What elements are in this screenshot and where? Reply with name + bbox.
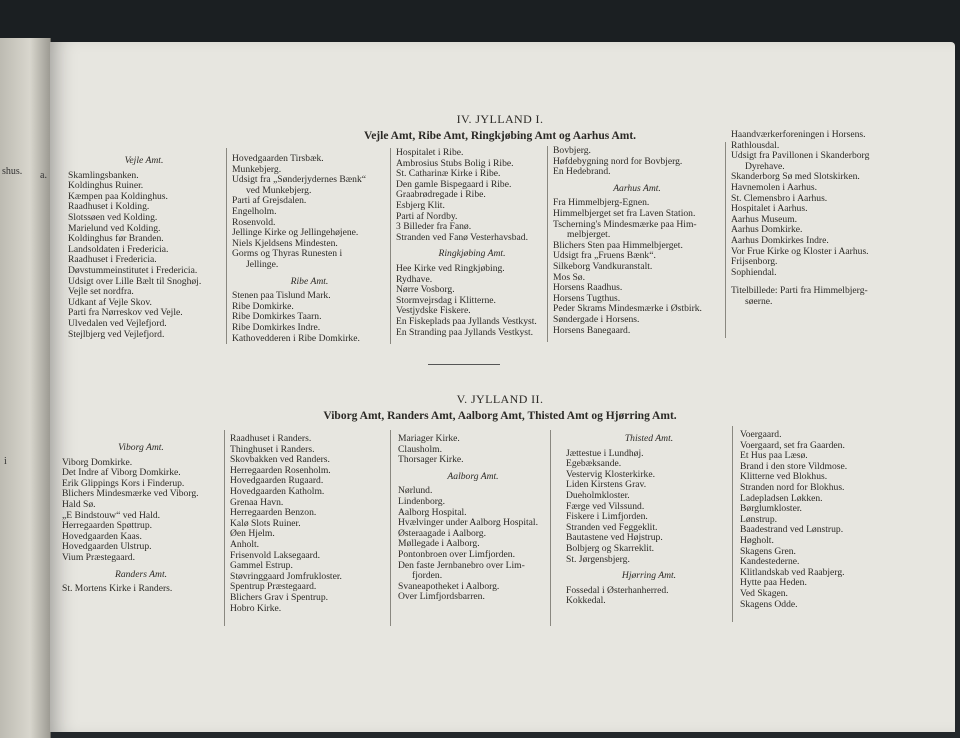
catalog-entry: Kathovedderen i Ribe Domkirke.: [232, 332, 360, 344]
catalog-entry: Stranden nord for Blokhus.: [740, 481, 845, 493]
catalog-entry: Niels Kjeldsens Mindesten.: [232, 237, 338, 249]
catalog-entry: Udsigt fra Pavillonen i Skanderborg: [731, 150, 870, 162]
s1-col-1: [232, 154, 387, 344]
catalog-entry: Aarhus Domkirkes Indre.: [731, 234, 829, 246]
catalog-entry: Havnemolen i Aarhus.: [731, 181, 818, 193]
left-page-edge: [0, 38, 51, 738]
catalog-entry: Herregaarden Rosenholm.: [230, 464, 331, 476]
catalog-entry: Skanderborg Sø med Slotskirken.: [731, 171, 860, 183]
catalog-entry: Mariager Kirke.: [398, 433, 460, 444]
catalog-entry: Bautastene ved Højstrup.: [566, 532, 663, 544]
catalog-entry: Gorms og Thyras Runesten i: [232, 248, 343, 260]
catalog-entry: Rosenvold.: [232, 216, 276, 228]
catalog-entry: Hovedgaarden Rugaard.: [230, 475, 324, 487]
catalog-entry: Klitlandskab ved Raabjerg.: [740, 566, 845, 578]
catalog-entry: Bolbjerg og Skarreklit.: [566, 542, 655, 554]
catalog-entry: Dyrehave.: [745, 160, 785, 172]
catalog-entry: Fra Himmelbjerg-Egnen.: [553, 197, 650, 209]
section1-subtitle: Vejle Amt, Ribe Amt, Ringkjøbing Amt og Aarhus Amt.: [363, 130, 637, 142]
catalog-entry: Blichers Mindesmærke ved Viborg.: [62, 488, 199, 500]
catalog-entry: Ambrosius Stubs Bolig i Ribe.: [396, 157, 514, 169]
catalog-entry: Thorsager Kirke.: [398, 454, 464, 466]
catalog-entry: søerne.: [745, 295, 773, 307]
catalog-entry: Munkebjerg.: [232, 163, 282, 175]
catalog-entry: Silkeborg Vandkuranstalt.: [553, 260, 653, 272]
catalog-entry: Herregaarden Spøttrup.: [62, 520, 153, 532]
catalog-entry: Liden Kirstens Grav.: [566, 479, 647, 491]
catalog-entry: Landsoldaten i Fredericia.: [68, 243, 169, 255]
catalog-entry: Svaneapotheket i Aalborg.: [398, 580, 500, 592]
amt-heading: Hjørring Amt.: [621, 570, 677, 582]
catalog-entry: Aalborg Hospital.: [398, 506, 467, 518]
catalog-entry: Frijsenborg.: [731, 256, 778, 268]
catalog-entry: Over Limfjordsbarren.: [398, 591, 485, 603]
catalog-entry: St. Mortens Kirke i Randers.: [62, 583, 173, 595]
catalog-entry: Hovedgaarden Kaas.: [62, 530, 142, 542]
catalog-entry: Møllegade i Aalborg.: [398, 538, 480, 550]
catalog-entry: Koldinghus før Branden.: [68, 233, 164, 245]
catalog-entry: Vium Præstegaard.: [62, 551, 135, 563]
s1-col-4: [731, 130, 903, 308]
catalog-entry: Stranden ved Fanø Vesterhavsbad.: [396, 231, 528, 243]
catalog-entry: Skagens Odde.: [740, 598, 798, 610]
left-page-fragment: i: [4, 456, 7, 467]
catalog-entry: Skamlingsbanken.: [68, 169, 139, 181]
catalog-entry: Hvælvinger under Aalborg Hospital.: [398, 517, 538, 529]
catalog-entry: En Hedebrand.: [553, 166, 611, 178]
catalog-entry: Døvstummeinstitutet i Fredericia.: [68, 264, 198, 276]
catalog-entry: Hytte paa Heden.: [740, 577, 807, 589]
catalog-entry: Hee Kirke ved Ringkjøbing.: [396, 262, 505, 274]
section1-title: IV. JYLLAND I.: [456, 112, 544, 126]
catalog-entry: Høgholt.: [740, 534, 774, 546]
catalog-entry: Himmelbjerget set fra Laven Station.: [553, 207, 696, 219]
catalog-entry: Raadhuset i Randers.: [230, 433, 312, 444]
catalog-entry: Den gamle Bispegaard i Ribe.: [396, 178, 512, 190]
amt-heading: Ringkjøbing Amt.: [438, 248, 506, 260]
catalog-entry: Jættestue i Lundhøj.: [566, 447, 644, 459]
catalog-entry: Udsigt over Lille Bælt til Snoghøj.: [68, 275, 202, 287]
catalog-entry: „E Bindstouw“ ved Hald.: [62, 509, 161, 521]
catalog-page: [50, 42, 955, 732]
catalog-entry: Støvringgaard Jomfrukloster.: [230, 570, 342, 582]
section2-subtitle: Viborg Amt, Randers Amt, Aalborg Amt, Thisted Amt og Hjørring Amt.: [323, 410, 677, 422]
catalog-entry: 3 Billeder fra Fanø.: [396, 221, 472, 233]
catalog-entry: Parti fra Nørreskov ved Vejle.: [68, 307, 183, 319]
catalog-entry: St. Jørgensbjerg.: [566, 553, 630, 565]
catalog-entry: Spentrup Præstegaard.: [230, 581, 317, 593]
catalog-entry: Udsigt fra „Fruens Bænk“.: [553, 250, 656, 262]
catalog-entry: Ribe Domkirke.: [232, 300, 294, 312]
column-rule: [224, 430, 225, 626]
catalog-entry: Hospitalet i Aarhus.: [731, 203, 808, 215]
section2-title: V. JYLLAND II.: [456, 392, 544, 406]
s2-col-4: [740, 430, 908, 610]
catalog-entry: Kokkedal.: [566, 595, 606, 607]
column-rule: [725, 142, 726, 338]
s2-col-2: [398, 434, 548, 603]
catalog-entry: Udkant af Vejle Skov.: [68, 296, 152, 308]
catalog-entry: Ribe Domkirkes Taarn.: [232, 311, 322, 323]
catalog-entry: St. Clemensbro i Aarhus.: [731, 192, 828, 204]
catalog-entry: Stranden ved Feggeklit.: [566, 521, 658, 533]
catalog-entry: Jellinge Kirke og Jellingehøjene.: [232, 227, 359, 239]
catalog-entry: St. Catharinæ Kirke i Ribe.: [396, 168, 501, 180]
catalog-entry: Blichers Sten paa Himmelbjerget.: [553, 239, 683, 251]
amt-heading: Randers Amt.: [114, 568, 168, 580]
catalog-entry: Grenaa Havn.: [230, 496, 284, 508]
column-rule: [390, 148, 391, 344]
catalog-entry: Brand i den store Vildmose.: [740, 460, 848, 472]
catalog-entry: melbjerget.: [567, 229, 611, 241]
amt-heading: Thisted Amt.: [624, 433, 674, 444]
catalog-entry: Ved Skagen.: [740, 587, 788, 599]
amt-heading: Viborg Amt.: [118, 442, 164, 453]
catalog-entry: Aarhus Museum.: [731, 213, 798, 225]
catalog-entry: Peder Skrams Mindesmærke i Østbirk.: [553, 303, 702, 315]
left-page-fragment: a.: [40, 170, 47, 181]
catalog-entry: Klitterne ved Blokhus.: [740, 471, 828, 483]
catalog-entry: Hald Sø.: [62, 498, 96, 510]
catalog-entry: Stormvejrsdag i Klitterne.: [396, 294, 496, 306]
catalog-entry: Stejlbjerg ved Vejlefjord.: [68, 328, 165, 340]
catalog-entry: Marielund ved Kolding.: [68, 222, 161, 234]
catalog-entry: Vejle set nordfra.: [68, 286, 134, 298]
catalog-entry: Hovedgaarden Tirsbæk.: [232, 153, 324, 164]
amt-heading: Ribe Amt.: [290, 275, 329, 287]
column-rule: [547, 146, 548, 342]
catalog-entry: En Stranding paa Jyllands Vestkyst.: [396, 326, 534, 338]
catalog-entry: Den faste Jernbanebro over Lim-: [398, 559, 525, 571]
catalog-entry: fjorden.: [412, 570, 443, 582]
catalog-entry: Ribe Domkirkes Indre.: [232, 321, 321, 333]
catalog-entry: Østeraagade i Aalborg.: [398, 527, 487, 539]
catalog-entry: Blichers Grav i Spentrup.: [230, 591, 329, 603]
catalog-entry: Egebæksande.: [566, 458, 622, 470]
catalog-entry: Hospitalet i Ribe.: [396, 147, 464, 158]
catalog-entry: Nørlund.: [398, 485, 433, 497]
catalog-entry: Voergaard.: [740, 429, 782, 440]
catalog-entry: Sophiendal.: [731, 266, 777, 278]
catalog-entry: Børglumkloster.: [740, 503, 802, 515]
catalog-entry: Søndergade i Horsens.: [553, 313, 640, 325]
catalog-entry: Kæmpen paa Koldinghus.: [68, 190, 168, 202]
catalog-entry: Thinghuset i Randers.: [230, 443, 315, 455]
catalog-entry: Titelbillede: Parti fra Himmelbjerg-: [731, 285, 868, 297]
catalog-entry: Graabrødregade i Ribe.: [396, 189, 486, 201]
catalog-entry: Gammel Estrup.: [230, 560, 293, 572]
s1-col-2: [396, 148, 548, 338]
catalog-entry: Rathlousdal.: [731, 139, 780, 151]
catalog-entry: Horsens Raadhus.: [553, 282, 623, 294]
catalog-entry: Koldinghus Ruiner.: [68, 180, 144, 192]
s2-col-3: [566, 428, 732, 607]
catalog-entry: Færge ved Vilssund.: [566, 500, 645, 512]
catalog-entry: Viborg Domkirke.: [62, 456, 133, 468]
catalog-entry: Skagens Gren.: [740, 545, 796, 557]
catalog-entry: Pontonbroen over Limfjorden.: [398, 548, 515, 560]
s1-col-3: [553, 146, 721, 336]
s2-col-1: [230, 434, 388, 614]
catalog-entry: Et Hus paa Læsø.: [740, 450, 808, 462]
amt-heading: Vejle Amt.: [124, 155, 164, 166]
catalog-entry: Jellinge.: [246, 258, 279, 270]
column-rule: [550, 430, 551, 626]
catalog-entry: Øen Hjelm.: [230, 528, 275, 540]
catalog-entry: Vor Frue Kirke og Kloster i Aarhus.: [731, 245, 869, 257]
column-rule: [732, 426, 733, 622]
catalog-entry: Nørre Vosborg.: [396, 284, 455, 296]
catalog-entry: Udsigt fra „Sønderjydernes Bænk“: [232, 174, 367, 186]
catalog-entry: Kandestederne.: [740, 556, 800, 568]
catalog-entry: Fossedal i Østerhanherred.: [566, 584, 669, 596]
catalog-entry: Voergaard, set fra Gaarden.: [740, 439, 845, 451]
catalog-entry: Esbjerg Klit.: [396, 199, 445, 211]
catalog-entry: Horsens Banegaard.: [553, 324, 631, 336]
catalog-entry: Parti af Grejsdalen.: [232, 195, 307, 207]
catalog-entry: Mos Sø.: [553, 271, 585, 283]
catalog-entry: Frisenvold Laksegaard.: [230, 549, 321, 561]
s2-col-0: [62, 437, 220, 595]
catalog-entry: Vestjydske Fiskere.: [396, 305, 471, 317]
catalog-entry: Haandværkerforeningen i Horsens.: [731, 129, 866, 140]
catalog-entry: Horsens Tugthus.: [553, 292, 621, 304]
column-rule: [226, 148, 227, 344]
catalog-entry: Clausholm.: [398, 443, 442, 455]
section-divider: [428, 364, 500, 365]
catalog-entry: Herregaarden Benzon.: [230, 507, 317, 519]
catalog-entry: Dueholmkloster.: [566, 489, 630, 501]
catalog-entry: Parti af Nordby.: [396, 210, 458, 222]
catalog-entry: Stenen paa Tislund Mark.: [232, 290, 331, 302]
catalog-entry: Erik Glippings Kors i Finderup.: [62, 477, 185, 489]
catalog-entry: Baadestrand ved Lønstrup.: [740, 524, 844, 536]
catalog-entry: Raadhuset i Fredericia.: [68, 254, 157, 266]
catalog-entry: Fiskere i Limfjorden.: [566, 511, 648, 523]
catalog-entry: Aarhus Domkirke.: [731, 224, 803, 236]
catalog-entry: Anholt.: [230, 538, 260, 550]
amt-heading: Aalborg Amt.: [447, 470, 499, 482]
catalog-entry: Engelholm.: [232, 205, 277, 217]
catalog-entry: Hobro Kirke.: [230, 602, 282, 614]
catalog-entry: Rydhave.: [396, 273, 433, 285]
amt-heading: Aarhus Amt.: [613, 182, 661, 194]
catalog-entry: Tscherning's Mindesmærke paa Him-: [553, 218, 697, 230]
catalog-entry: Slotssøen ved Kolding.: [68, 211, 158, 223]
catalog-entry: ved Munkebjerg.: [246, 184, 312, 196]
catalog-entry: Ulvedalen ved Vejlefjord.: [68, 317, 167, 329]
catalog-entry: Bovbjerg.: [553, 145, 591, 156]
catalog-entry: Ladepladsen Løkken.: [740, 492, 823, 504]
catalog-entry: Kalø Slots Ruiner.: [230, 517, 301, 529]
catalog-entry: Raadhuset i Kolding.: [68, 201, 150, 213]
column-rule: [390, 430, 391, 626]
catalog-entry: Det Indre af Viborg Domkirke.: [62, 467, 181, 479]
catalog-entry: En Fiskeplads paa Jyllands Vestkyst.: [396, 315, 537, 327]
left-page-fragment: shus.: [2, 166, 23, 177]
catalog-entry: Hovedgaarden Katholm.: [230, 485, 325, 497]
catalog-entry: Lindenborg.: [398, 495, 445, 507]
s1-col-0: [68, 150, 220, 340]
catalog-entry: Høfdebygning nord for Bovbjerg.: [553, 155, 683, 167]
catalog-entry: Skovbakken ved Randers.: [230, 454, 330, 466]
catalog-entry: Vestervig Klosterkirke.: [566, 468, 655, 480]
catalog-entry: Hovedgaarden Ulstrup.: [62, 541, 152, 553]
catalog-entry: Lønstrup.: [740, 513, 778, 525]
